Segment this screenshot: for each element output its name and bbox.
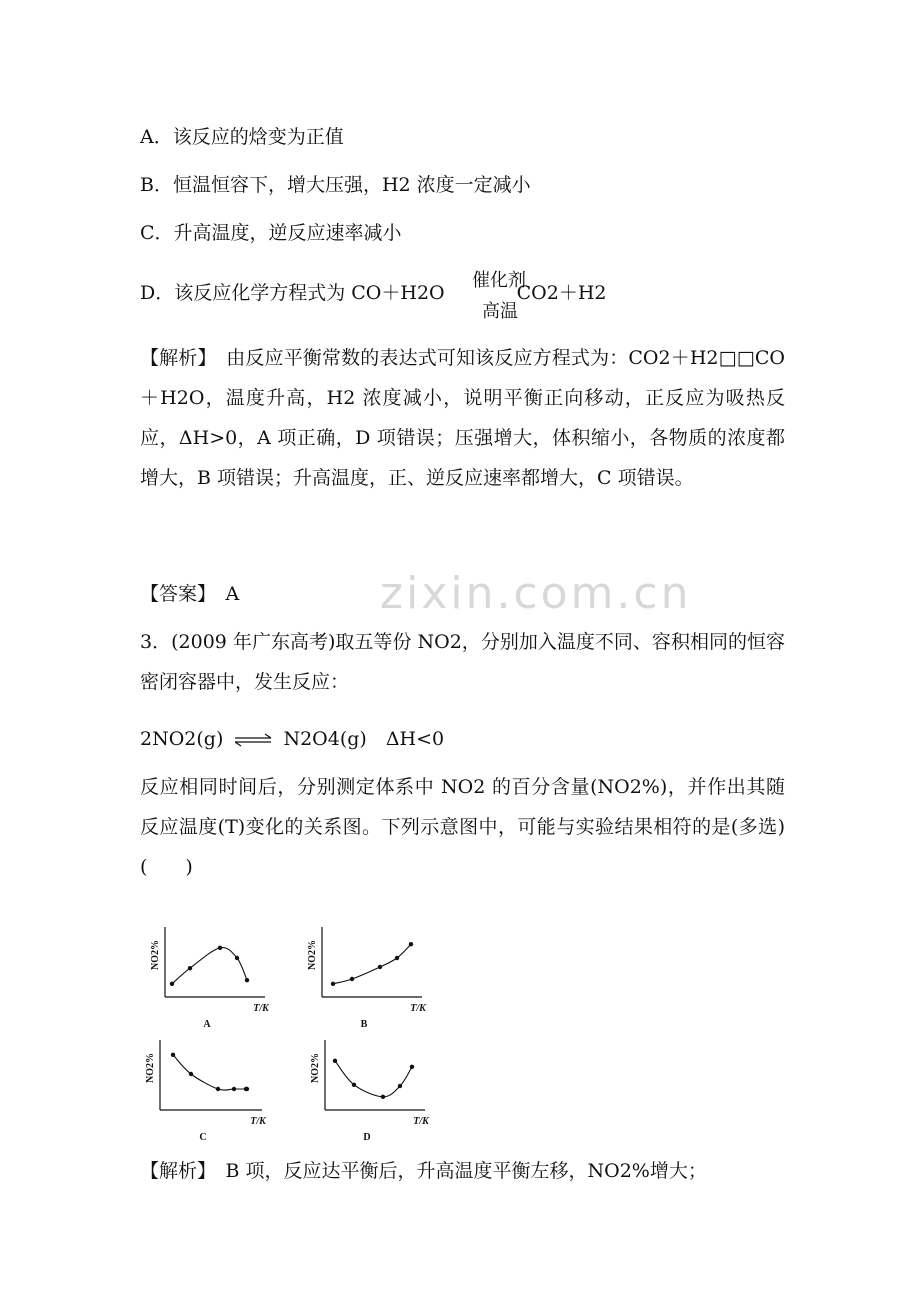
- chart-b-ylabel: NO2%: [307, 940, 318, 970]
- equilibrium-equation: [140, 730, 444, 749]
- chart-a-point-2: [188, 966, 192, 970]
- option-c: C．升高温度，逆反应速率减小: [140, 222, 402, 244]
- chart-d-point-1: [333, 1059, 337, 1063]
- option-b: B．恒温恒容下，增大压强，H2 浓度一定减小: [140, 174, 531, 196]
- option-a: A．该反应的焓变为正值: [140, 126, 344, 148]
- chart-a-series-line: [172, 948, 247, 984]
- chart-c-point-6: [244, 1087, 248, 1091]
- chart-b-series-line: [333, 944, 411, 984]
- chart-a-xlabel: T/K: [253, 1003, 269, 1014]
- option-d: [140, 284, 607, 303]
- chart-a-ylabel: NO2%: [150, 940, 161, 970]
- chart-a-point-1: [170, 982, 174, 986]
- temperature-condition-label: 高温: [482, 301, 518, 322]
- chart-b-xlabel: T/K: [410, 1003, 426, 1014]
- chart-d-series-line: [335, 1061, 412, 1097]
- chart-a-point-5: [245, 978, 249, 982]
- chart-b-point-4: [395, 956, 399, 960]
- chart-c-point-1: [171, 1053, 175, 1057]
- question-3-body: 反应相同时间后，分别测定体系中 NO2 的百分含量(NO2%)，并作出其随反应温度(T)变化的关系图。下列示意图中，可能与实验结果相符的是(多选)( ): [140, 776, 785, 878]
- equilibrium-arrow-icon: [233, 733, 273, 747]
- chart-b-point-3: [378, 965, 382, 969]
- chart-c-xlabel: T/K: [250, 1116, 266, 1127]
- equation-left: 2NO2(g): [140, 728, 224, 750]
- chart-d-point-2: [352, 1083, 356, 1087]
- chart-d-point-4: [398, 1084, 402, 1088]
- chart-d-xlabel: T/K: [413, 1116, 429, 1127]
- chart-c-point-2: [189, 1072, 193, 1076]
- chart-d-point-3: [381, 1095, 385, 1099]
- chart-b-point-2: [350, 977, 354, 981]
- question-3-intro: 3．(2009 年广东高考)取五等份 NO2，分别加入温度不同、容积相同的恒容密闭容器中，发生反应：: [140, 631, 785, 693]
- chart-a-point-3: [218, 946, 222, 950]
- option-d-prefix: D．该反应化学方程式为 CO＋H2O: [140, 282, 445, 304]
- chart-d-point-5: [410, 1065, 414, 1069]
- analysis-paragraph-2: 【解析】 B 项，反应达平衡后，升高温度平衡左移，NO2%增大；: [140, 1160, 707, 1182]
- chart-b-caption: B: [360, 1019, 368, 1030]
- watermark: zixin.com.cn: [380, 568, 692, 619]
- chart-c-caption: C: [199, 1132, 207, 1143]
- chart-d-caption: D: [363, 1132, 371, 1143]
- analysis-paragraph-1: 【解析】 由反应平衡常数的表达式可知该反应方程式为：CO2＋H2□□CO＋H2O，温度升高，H2 浓度减小，说明平衡正向移动，正反应为吸热反应，ΔH>0，A 项正确，D 项错误；压强增大，体积缩小，各物质的浓度都增大，B 项错误；升高温度，正、逆反应速率都增大，C 项错误。: [140, 347, 785, 489]
- equation-right: N2O4(g) ΔH<0: [283, 728, 445, 750]
- chart-c-ylabel: NO2%: [145, 1053, 156, 1083]
- chart-a-point-4: [235, 956, 239, 960]
- chart-b-point-1: [331, 982, 335, 986]
- chart-c-point-4: [232, 1087, 236, 1091]
- chart-c-series-line: [173, 1055, 248, 1090]
- chart-b-point-5: [409, 942, 413, 946]
- chart-d-ylabel: NO2%: [310, 1053, 321, 1083]
- catalyst-label: 催化剂: [472, 270, 526, 291]
- chart-a-caption: A: [203, 1019, 211, 1030]
- answer-line: 【答案】 A: [140, 583, 240, 605]
- chart-c-point-3: [216, 1087, 220, 1091]
- option-d-suffix: CO2＋H2: [516, 282, 607, 304]
- chart-c-point-5: [245, 1087, 249, 1091]
